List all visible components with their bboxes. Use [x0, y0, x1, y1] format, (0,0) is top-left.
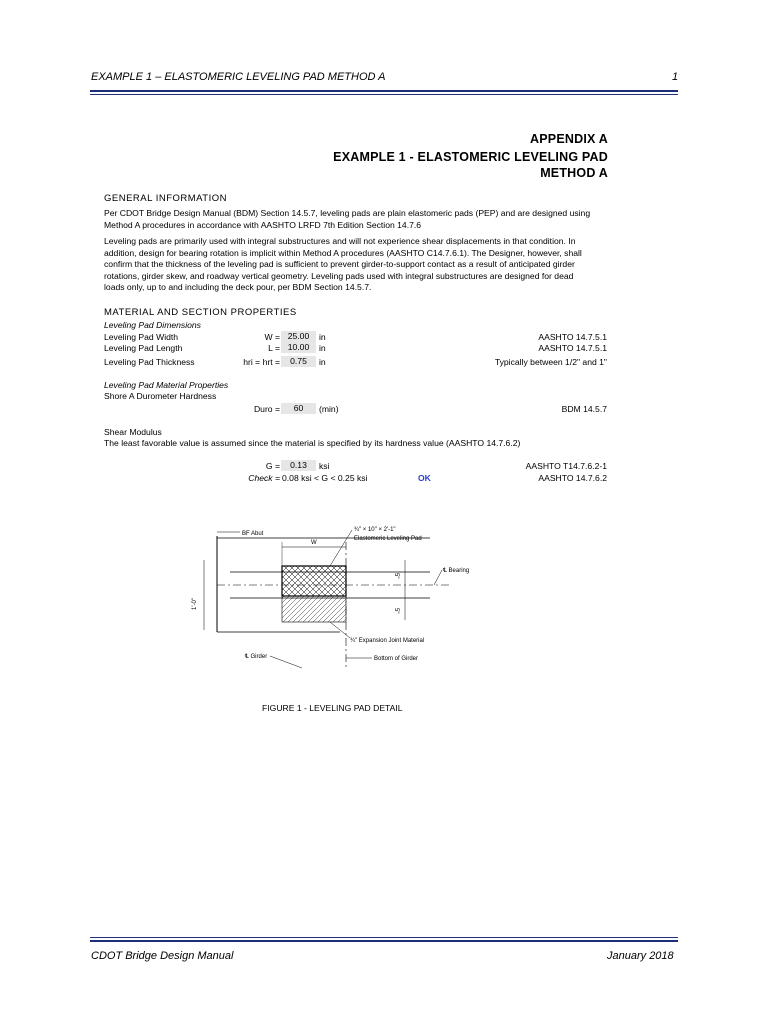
check-expression: 0.08 ksi < G < 0.25 ksi [282, 473, 368, 483]
footer-date: January 2018 [607, 950, 674, 962]
text-line: Method A procedures in accordance with AASHTO LRFD 7th Edition Section 14.7.6 [104, 219, 422, 230]
height-dimension-label: 1'-0" [192, 598, 198, 610]
expansion-leader [330, 622, 350, 638]
material-heading: MATERIAL AND SECTION PROPERTIES [104, 307, 297, 318]
general-paragraph-2 [104, 236, 614, 294]
check-result-ok: OK [418, 473, 431, 483]
length-label: Leveling Pad Length [104, 343, 183, 353]
check-label: Check = [248, 473, 280, 483]
right-dim-upper: 5" [393, 573, 399, 579]
length-symbol: L = [268, 343, 280, 353]
text-line: Per CDOT Bridge Design Manual (BDM) Section 14.5.7, leveling pads are plain elastomeric pads (PEP) and are designed using [104, 208, 591, 218]
thickness-symbol: hri = hrt = [243, 357, 280, 367]
text-line: addition, design for bearing rotation is implicit within Method A procedures (AASHTO C14.7.6.1). The Designer, however, shall [104, 247, 582, 258]
page-number: 1 [672, 71, 679, 83]
girder-leader [270, 656, 302, 668]
text-line: rotations, girder skew, and roadway vertical geometry. Leveling pads used with integral substructures are designed for dead [104, 270, 574, 281]
example-title: EXAMPLE 1 - ELASTOMERIC LEVELING PAD [333, 150, 608, 164]
duro-unit: (min) [319, 404, 339, 414]
running-header-title: EXAMPLE 1 – ELASTOMERIC LEVELING PAD METHOD A [91, 71, 386, 83]
bottom-girder-label: Bottom of Girder [374, 656, 419, 662]
footer-rule-thin [90, 937, 678, 938]
g-symbol: G = [265, 461, 280, 471]
check-reference: AASHTO 14.7.6.2 [538, 473, 607, 483]
general-info-heading: GENERAL INFORMATION [104, 193, 227, 204]
g-unit: ksi [319, 461, 330, 471]
durometer-label: Shore A Durometer Hardness [104, 391, 217, 401]
dimensions-subheading: Leveling Pad Dimensions [104, 320, 201, 330]
width-unit: in [319, 332, 326, 342]
width-label: Leveling Pad Width [104, 332, 179, 342]
thickness-value: 0.75 [281, 356, 316, 367]
width-reference: AASHTO 14.7.5.1 [538, 332, 607, 342]
girder-label: ℄ Girder [245, 654, 268, 660]
appendix-title: APPENDIX A [530, 132, 608, 146]
length-reference: AASHTO 14.7.5.1 [538, 343, 607, 353]
elastomeric-pad [282, 566, 346, 596]
text-line: confirm that the thickness of the leveling pad is sufficient to prevent girder-to-support contact as a result of anticipated girder [104, 259, 575, 269]
header-rule-thick [90, 90, 678, 92]
footer-rule-thick [90, 940, 678, 942]
shear-modulus-text: The least favorable value is assumed since the material is specified by its hardness value (AASHTO 14.7.6.2) [104, 438, 521, 448]
g-value: 0.13 [281, 460, 316, 471]
width-dimension-label: W [311, 540, 317, 546]
width-symbol: W = [264, 332, 280, 342]
length-value: 10.00 [281, 342, 316, 353]
expansion-joint-material [282, 596, 346, 622]
g-reference: AASHTO T14.7.6.2-1 [525, 461, 607, 471]
text-line: loads only, up to and including the deck pour, per BDM Section 14.5.7. [104, 282, 372, 292]
thickness-unit: in [319, 357, 326, 367]
duro-value: 60 [281, 403, 316, 414]
length-unit: in [319, 343, 326, 353]
pad-spec-line1: ¾" × 10" × 2'-1" [354, 527, 396, 533]
thickness-label: Leveling Pad Thickness [104, 357, 195, 367]
bf-abut-label: BF Abut [242, 531, 264, 537]
leveling-pad-detail-drawing [190, 520, 490, 680]
pad-spec-line2: Elastomeric Leveling Pad [354, 536, 422, 542]
pad-spec-leader [330, 530, 352, 566]
bearing-leader [434, 570, 442, 585]
expansion-label: ¾" Expansion Joint Material [350, 638, 425, 644]
shear-modulus-heading: Shear Modulus [104, 427, 162, 437]
figure-caption: FIGURE 1 - LEVELING PAD DETAIL [262, 703, 403, 713]
duro-reference: BDM 14.5.7 [561, 404, 607, 414]
bearing-label: ℄ Bearing [443, 568, 470, 574]
width-value: 25.00 [281, 331, 316, 342]
right-dim-lower: 5" [393, 608, 399, 614]
material-props-subheading: Leveling Pad Material Properties [104, 380, 229, 390]
method-title: METHOD A [540, 166, 608, 180]
text-line: Leveling pads are primarily used with integral substructures and will not experience shear displacements in that condition. In [104, 236, 576, 246]
thickness-reference: Typically between 1/2" and 1" [494, 357, 607, 367]
general-paragraph-1 [104, 208, 614, 231]
footer-manual-title: CDOT Bridge Design Manual [91, 950, 234, 962]
header-rule-thin [90, 94, 678, 95]
duro-symbol: Duro = [253, 404, 280, 414]
